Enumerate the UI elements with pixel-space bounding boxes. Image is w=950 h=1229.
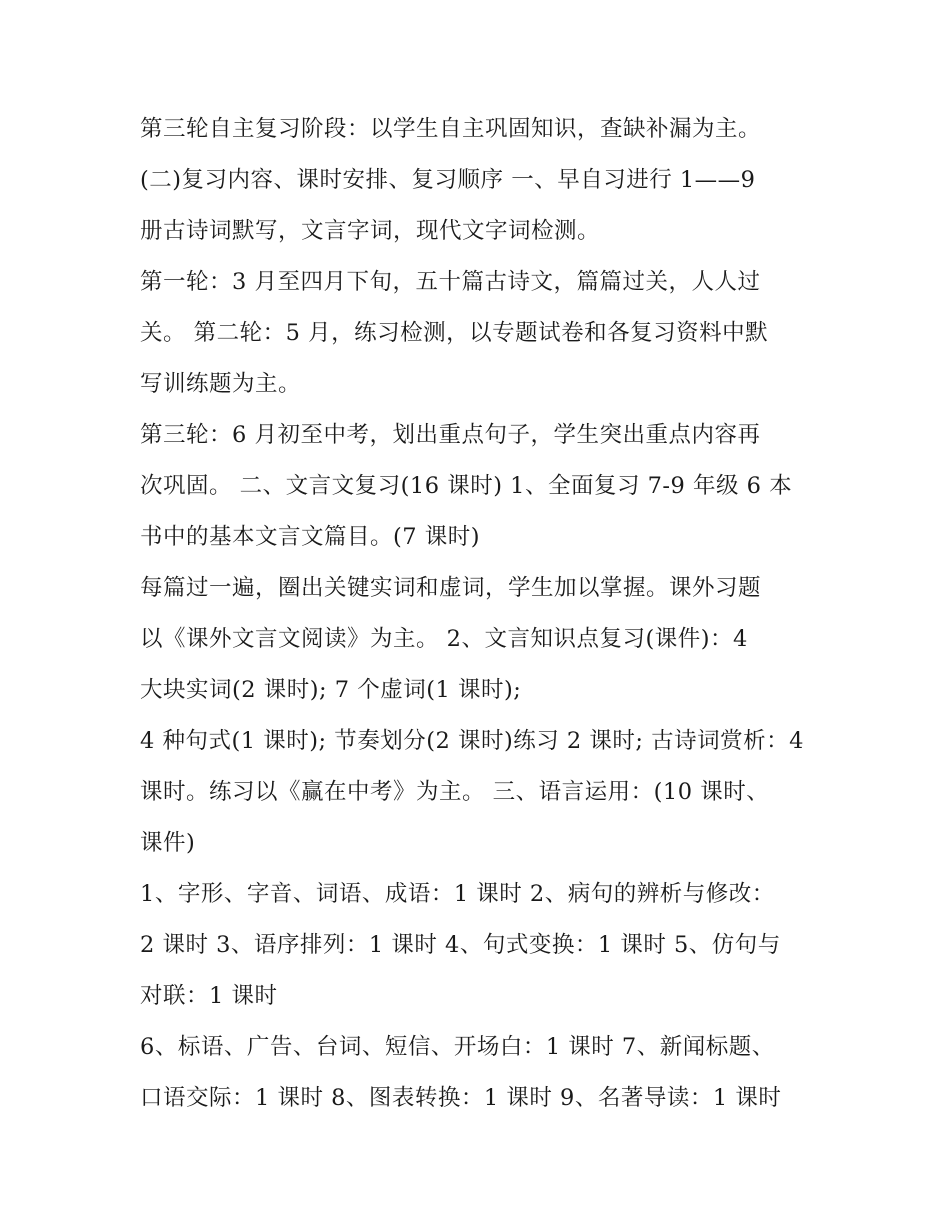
text-line: 书中的基本文言文篇目。(7 课时) bbox=[140, 524, 481, 550]
text-line: 对联：1 课时 bbox=[140, 983, 278, 1009]
text-line: 每篇过一遍，圈出关键实词和虚词，学生加以掌握。课外习题 bbox=[140, 575, 762, 601]
text-line: 2 课时 3、语序排列：1 课时 4、句式变换：1 课时 5、仿句与 bbox=[140, 932, 781, 958]
text-line: 册古诗词默写，文言字词，现代文字词检测。 bbox=[140, 218, 601, 244]
text-line: 6、标语、广告、台词、短信、开场白：1 课时 7、新闻标题、 bbox=[140, 1034, 775, 1060]
document-body bbox=[140, 104, 830, 1124]
text-line: 关。 第二轮：5 月，练习检测，以专题试卷和各复习资料中默 bbox=[140, 320, 769, 346]
text-line: 以《课外文言文阅读》为主。 2、文言知识点复习(课件)：4 bbox=[140, 626, 748, 652]
text-line: (二)复习内容、课时安排、复习顺序 一、早自习进行 1——9 bbox=[140, 167, 756, 193]
text-line: 4 种句式(1 课时); 节奏划分(2 课时)练习 2 课时; 古诗词赏析：4 bbox=[140, 728, 804, 754]
text-line: 次巩固。 二、文言文复习(16 课时) 1、全面复习 7-9 年级 6 本 bbox=[140, 473, 793, 499]
text-line: 课时。练习以《赢在中考》为主。 三、语言运用：(10 课时、 bbox=[140, 779, 770, 805]
text-line: 写训练题为主。 bbox=[140, 371, 302, 397]
text-line: 第三轮自主复习阶段：以学生自主巩固知识，查缺补漏为主。 bbox=[140, 116, 762, 142]
text-line: 第三轮：6 月初至中考，划出重点句子，学生突出重点内容再 bbox=[140, 422, 761, 448]
text-line: 课件) bbox=[140, 830, 196, 856]
text-line: 口语交际：1 课时 8、图表转换：1 课时 9、名著导读：1 课时 bbox=[140, 1085, 782, 1111]
text-line: 大块实词(2 课时); 7 个虚词(1 课时); bbox=[140, 677, 522, 703]
text-line: 第一轮：3 月至四月下旬，五十篇古诗文，篇篇过关，人人过 bbox=[140, 269, 761, 295]
text-line: 1、字形、字音、词语、成语：1 课时 2、病句的辨析与修改： bbox=[140, 881, 775, 907]
